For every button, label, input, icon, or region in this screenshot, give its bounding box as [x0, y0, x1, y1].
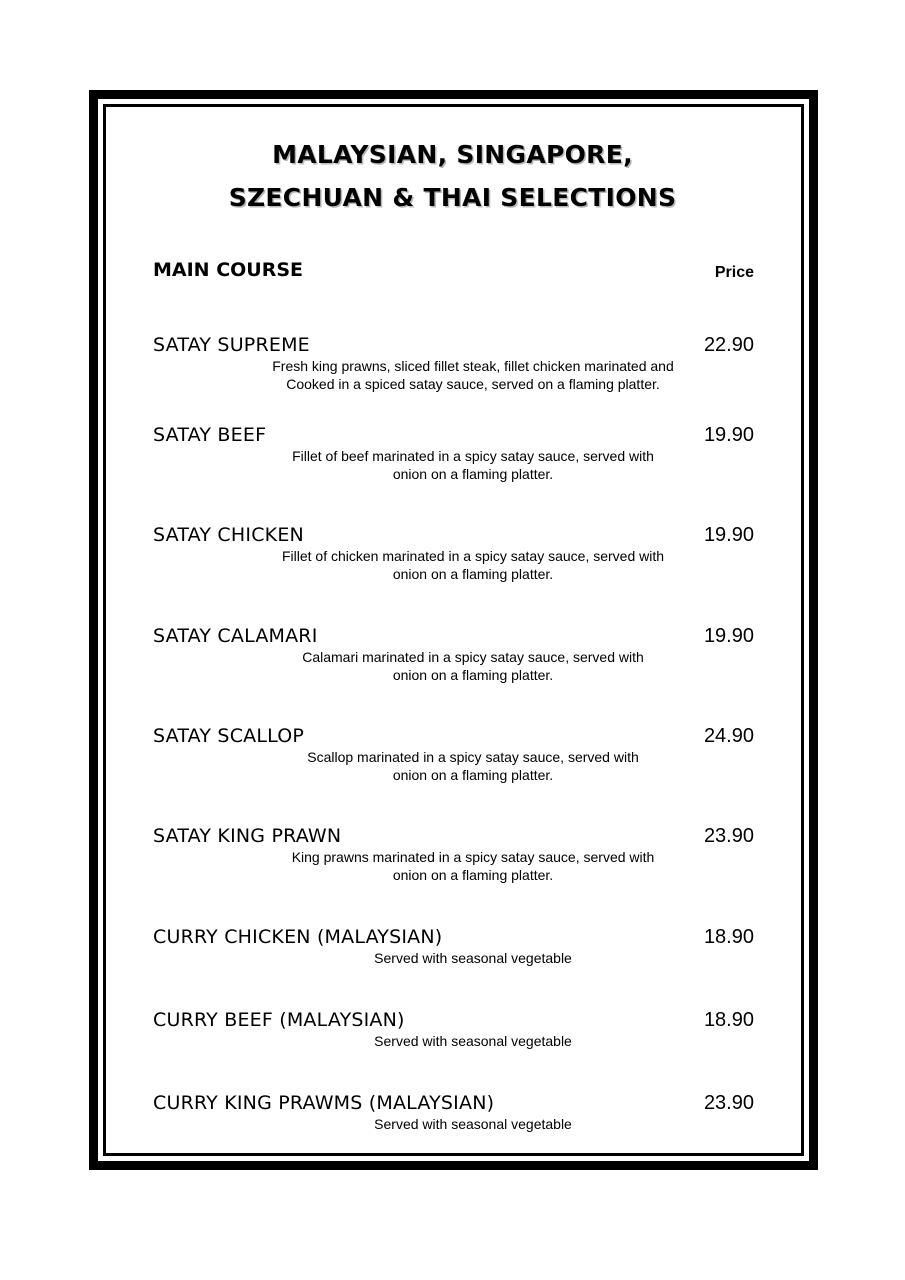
item-price: 19.90	[703, 625, 754, 647]
item-description-line: Cooked in a spiced satay sauce, served on a flaming platter.	[286, 376, 660, 392]
item-description-line: Served with seasonal vegetable	[374, 1116, 572, 1132]
item-description-line: Fresh king prawns, sliced fillet steak, fillet chicken marinated and	[272, 358, 674, 374]
item-description-line: onion on a flaming platter.	[392, 767, 554, 783]
item-price: 18.90	[703, 1009, 754, 1031]
item-description-line: King prawns marinated in a spicy satay sauce, served with	[291, 849, 655, 865]
menu-title-line-2: SZECHUAN & THAI SELECTIONS	[228, 183, 677, 212]
item-price: 19.90	[703, 424, 754, 446]
item-price: 24.90	[703, 725, 754, 747]
item-description-line: onion on a flaming platter.	[392, 867, 554, 883]
item-description-line: Served with seasonal vegetable	[374, 950, 572, 966]
item-description-line: onion on a flaming platter.	[392, 466, 554, 482]
item-price: 19.90	[703, 524, 754, 546]
item-price: 22.90	[703, 334, 754, 356]
item-description	[153, 547, 793, 583]
item-price: 23.90	[703, 825, 754, 847]
item-description-line: Fillet of chicken marinated in a spicy satay sauce, served with	[281, 548, 665, 564]
item-description	[153, 748, 793, 784]
item-description-line: Served with seasonal vegetable	[374, 1033, 572, 1049]
item-description	[153, 949, 793, 967]
item-price: 23.90	[703, 1092, 754, 1114]
section-heading: MAIN COURSE	[153, 259, 304, 281]
price-column-heading: Price	[714, 264, 754, 281]
item-price: 18.90	[703, 926, 754, 948]
item-name: SATAY BEEF	[153, 424, 267, 446]
item-description	[153, 1032, 793, 1050]
item-description	[153, 848, 793, 884]
item-description-line: onion on a flaming platter.	[392, 566, 554, 582]
item-description-line: Calamari marinated in a spicy satay sauce, served with	[302, 649, 644, 665]
item-name: SATAY KING PRAWN	[153, 825, 342, 847]
item-name: SATAY CALAMARI	[153, 625, 318, 647]
item-name: SATAY CHICKEN	[153, 524, 304, 546]
item-description-line: Scallop marinated in a spicy satay sauce, served with	[307, 749, 639, 765]
item-description	[153, 648, 793, 684]
item-description	[153, 1115, 793, 1133]
item-description-line: onion on a flaming platter.	[392, 667, 554, 683]
item-name: CURRY KING PRAWMS (MALAYSIAN)	[153, 1092, 495, 1114]
item-description	[153, 447, 793, 483]
item-name: SATAY SCALLOP	[153, 725, 305, 747]
item-name: CURRY CHICKEN (MALAYSIAN)	[153, 926, 443, 948]
menu-title-line-1: MALAYSIAN, SINGAPORE,	[272, 140, 633, 169]
item-description-line: Fillet of beef marinated in a spicy satay sauce, served with	[292, 448, 654, 464]
item-name: CURRY BEEF (MALAYSIAN)	[153, 1009, 405, 1031]
item-name: SATAY SUPREME	[153, 334, 310, 356]
item-description	[153, 357, 793, 393]
